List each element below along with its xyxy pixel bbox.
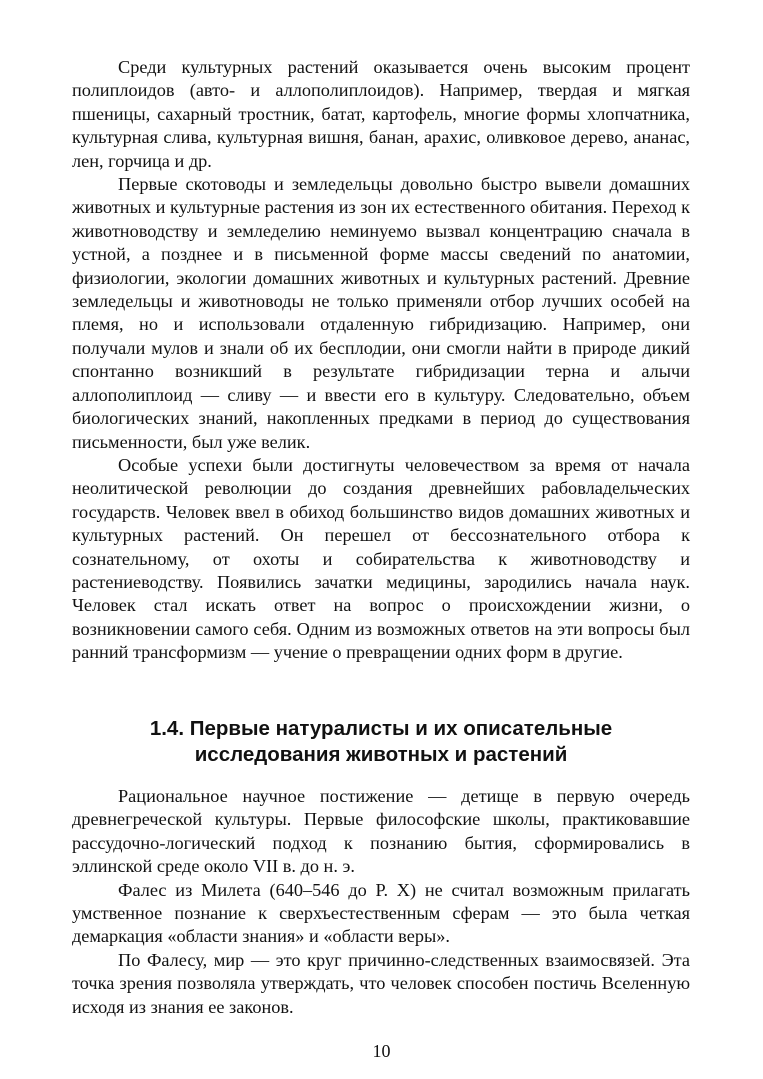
section-heading — [72, 716, 690, 768]
section-heading-line-1: 1.4. Первые натуралисты и их описательные — [149, 717, 613, 740]
paragraph: Особые успехи были достигнуты человечеством за время от начала неолитической революции до создания древнейших рабовладельческих государств. Человек ввел в обиход большинство видов домашних животных и культурных растений. Он перешел от бессознательного отбора к сознательному, от охоты и собирательства к животноводству и растениеводству. Появились зачатки медицины, зародились начала наук. Человек стал искать ответ на вопрос о происхождении жизни, о возникновении самого себя. Одним из возможных ответов на эти вопросы был ранний трансформизм — учение о превращении одних форм в другие. — [72, 454, 690, 663]
body-text-top — [72, 56, 690, 665]
paragraph: Среди культурных растений оказывается очень высоким процент полиплоидов (авто- и аллополиплоидов). Например, твердая и мягкая пшеницы, сахарный тростник, батат, картофель, многие формы хлопчатника, культурная слива, культурная вишня, банан, арахис, оливковое дерево, ананас, лен, горчица и др. — [72, 57, 690, 171]
paragraph: По Фалесу, мир — это круг причинно-следственных взаимосвязей. Эта точка зрения позволяла утверждать, что человек способен постичь Вселенную исходя из знания ее законов. — [72, 949, 690, 1017]
paragraph: Рациональное научное постижение — детище в первую очередь древнегреческой культуры. Первые философские школы, практиковавшие рассудочно-логический подход к познанию бытия, сформировались в эллинской среде около VII в. до н. э. — [72, 786, 690, 877]
paragraph: Первые скотоводы и земледельцы довольно быстро вывели домашних животных и культурные растения из зон их естественного обитания. Переход к животноводству и земледелию неминуемо вызвал концентрацию сначала в устной, а позднее и в письменной форме массы сведений по анатомии, физиологии, экологии домашних животных и культурных растений. Древние земледельцы и животноводы не только применяли отбор лучших особей на племя, но и использовали отдаленную гибридизацию. Например, они получали мулов и знали об их бесплодии, они смогли найти в природе дикий спонтанно возникший в результате гибридизации терна и алычи аллополиплоид — сливу — и ввести его в культуру. Следовательно, объем биологических знаний, накопленных предками в период до существования письменности, был уже велик. — [72, 174, 690, 452]
section-heading-line-2: исследования животных и растений — [194, 743, 568, 766]
body-text-bottom — [72, 785, 690, 1019]
page-number: 10 — [372, 1041, 391, 1061]
paragraph: Фалес из Милета (640–546 до Р. Х) не считал возможным прилагать умственное познание к сверхъестественным сферам — это была четкая демаркация «области знания» и «области веры». — [72, 879, 690, 947]
